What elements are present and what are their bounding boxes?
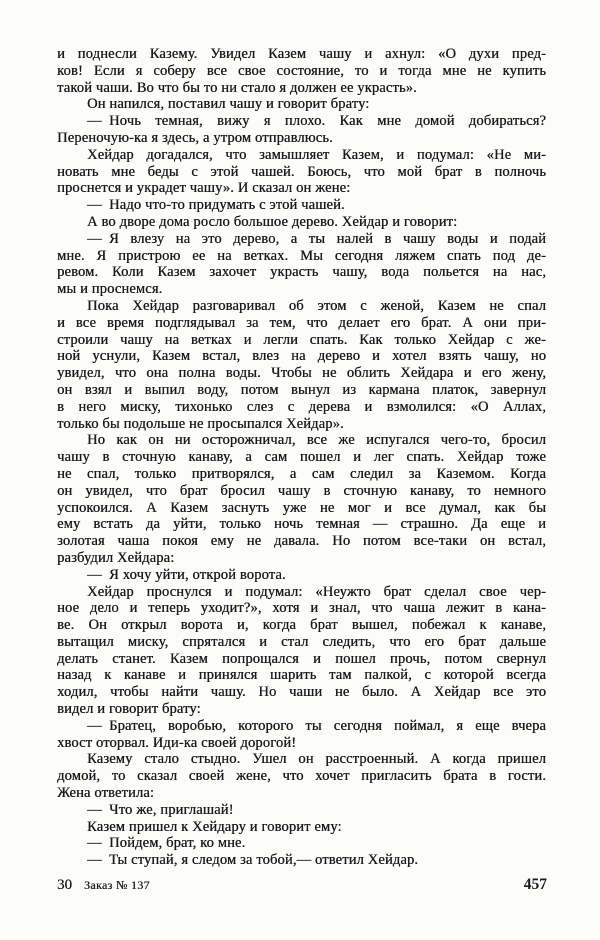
paragraph xyxy=(57,298,546,432)
text-line: ходил, чтобы найти чашу. Но чаши не было. А Хейдар все это xyxy=(57,684,546,701)
text-line: — Надо что-то придумать с этой чашей. xyxy=(87,197,345,214)
text-line: разбудил Хейдара: xyxy=(57,549,175,566)
text-line: — Братец, воробью, которого ты сегодня поймал, я еще вчера xyxy=(87,717,546,734)
text-line: ков! Если я соберу все свое состояние, то и тогда мне не купить xyxy=(57,62,546,79)
text-line: А во дворе дома росло большое дерево. Хейдар и говорит: xyxy=(87,213,458,230)
paragraph xyxy=(57,819,546,836)
text-line: мне. Я пристрою ее на ветках. Мы сегодня ляжем спать под де- xyxy=(57,247,546,264)
paragraph xyxy=(57,432,546,566)
paragraph xyxy=(57,96,546,113)
text-line: и все время подглядывал за тем, что делает его брат. А они при- xyxy=(57,314,546,331)
text-line: — Ты ступай, я следом за тобой,— ответил Хейдар. xyxy=(87,852,419,869)
text-line: домой, то сказал своей жене, что хочет пригласить брата в гости. xyxy=(57,768,546,785)
paragraph xyxy=(57,802,546,819)
text-line: делать станет. Казем попрощался и пошел прочь, потом свернул xyxy=(57,650,546,667)
paragraph xyxy=(57,584,546,718)
paragraph xyxy=(57,835,546,852)
text-line: он взял и выпил воду, потом вынул из кармана платок, завернул xyxy=(57,381,546,398)
text-line: — Ночь темная, вижу я плохо. Как мне домой добираться? xyxy=(87,113,546,130)
page-text xyxy=(57,46,546,869)
text-line: ное дело и теперь уходит?», хотя и знал, что чаша лежит в кана- xyxy=(57,600,546,617)
text-line: Хейдар догадался, что замышляет Казем, и подумал: «Не ми- xyxy=(87,146,546,163)
text-line: в него миску, тихонько слез с дерева и взмолился: «О Аллах, xyxy=(57,398,546,415)
text-line: Казему стало стыдно. Ушел он расстроенный. А когда пришел xyxy=(87,751,546,768)
text-line: такой чаши. Во что бы то ни стало я должен ее украсть». xyxy=(57,79,417,96)
paragraph xyxy=(57,852,546,869)
text-line: видел и говорит брату: xyxy=(57,701,201,718)
text-line: ве. Он открыл ворота и, когда брат вышел, побежал к канаве, xyxy=(57,617,546,634)
footer-left xyxy=(57,877,150,894)
text-line: успокоился. А Казем заснуть уже не мог и все думал, как бы xyxy=(57,499,546,516)
paragraph xyxy=(57,113,546,147)
text-line: Но как он ни осторожничал, все же испугался чего-то, бросил xyxy=(87,432,546,449)
text-line: вытащил миску, спрятался и стал следить, что его брат дальше xyxy=(57,633,546,650)
text-line: Казем пришел к Хейдару и говорит ему: xyxy=(87,818,342,835)
text-line: проснется и украдет чашу». И сказал он жене: xyxy=(57,180,351,197)
text-line: ной уснули, Казем встал, влез на дерево и хотел взять чашу, но xyxy=(57,348,546,365)
text-line: Он напился, поставил чашу и говорит брату: xyxy=(87,96,370,113)
text-line: Жена ответила: xyxy=(57,785,155,802)
paragraph xyxy=(57,147,546,197)
text-line: ему встать да уйти, только ночь темная — страшно. Да еще и xyxy=(57,516,546,533)
signature-number: 30 xyxy=(57,877,72,893)
paragraph xyxy=(57,567,546,584)
text-line: — Я хочу уйти, открой ворота. xyxy=(87,566,286,583)
text-line: чашу в сточную канаву, а сам пошел и лег спать. Хейдар тоже xyxy=(57,449,546,466)
text-line: золотая чаша покоя ему не давала. Но потом все-таки он встал, xyxy=(57,533,546,550)
text-line: — Пойдем, брат, ко мне. xyxy=(87,835,246,852)
text-line: ревом. Коли Казем захочет украсть чашу, вода польется на нас, xyxy=(57,264,546,281)
text-line: увидел, что она полна воды. Чтобы не облить Хейдара и его жену, xyxy=(57,365,546,382)
paragraph xyxy=(57,214,546,231)
text-line: только бы подольше не просыпался Хейдар». xyxy=(57,415,344,432)
text-line: назад к канаве и принялся шарить там палкой, с которой всегда xyxy=(57,667,546,684)
text-line: мы и проснемся. xyxy=(57,281,163,298)
text-line: Переночую-ка я здесь, а утром отправлюсь. xyxy=(57,129,333,146)
paragraph xyxy=(57,718,546,752)
paragraph xyxy=(57,197,546,214)
paragraph xyxy=(57,231,546,298)
text-line: не спал, только притворялся, а сам следил за Каземом. Когда xyxy=(57,465,546,482)
page-number: 457 xyxy=(523,876,547,893)
paragraph xyxy=(57,46,546,96)
text-line: — Я влезу на это дерево, а ты налей в чашу воды и подай xyxy=(87,230,546,247)
text-line: Пока Хейдар разговаривал об этом с женой, Казем не спал xyxy=(87,297,546,314)
text-line: и поднесли Казему. Увидел Казем чашу и ахнул: «О духи пред- xyxy=(57,46,546,62)
text-line: — Что же, приглашай! xyxy=(87,801,234,818)
text-line: строили чашу на ветках и легли спать. Как только Хейдар с же- xyxy=(57,331,546,348)
print-order-label: Заказ № 137 xyxy=(84,878,150,892)
text-line: он увидел, что брат бросил чашу в сточную канаву, то немного xyxy=(57,482,546,499)
text-line: Хейдар проснулся и подумал: «Неужто брат сделал свое чер- xyxy=(87,583,546,600)
text-line: хвост оторвал. Иди-ка своей дорогой! xyxy=(57,734,297,751)
paragraph xyxy=(57,751,546,801)
text-line: новать мне беды с этой чашей. Боюсь, что мой брат в полночь xyxy=(57,163,546,180)
page-footer xyxy=(57,876,547,894)
